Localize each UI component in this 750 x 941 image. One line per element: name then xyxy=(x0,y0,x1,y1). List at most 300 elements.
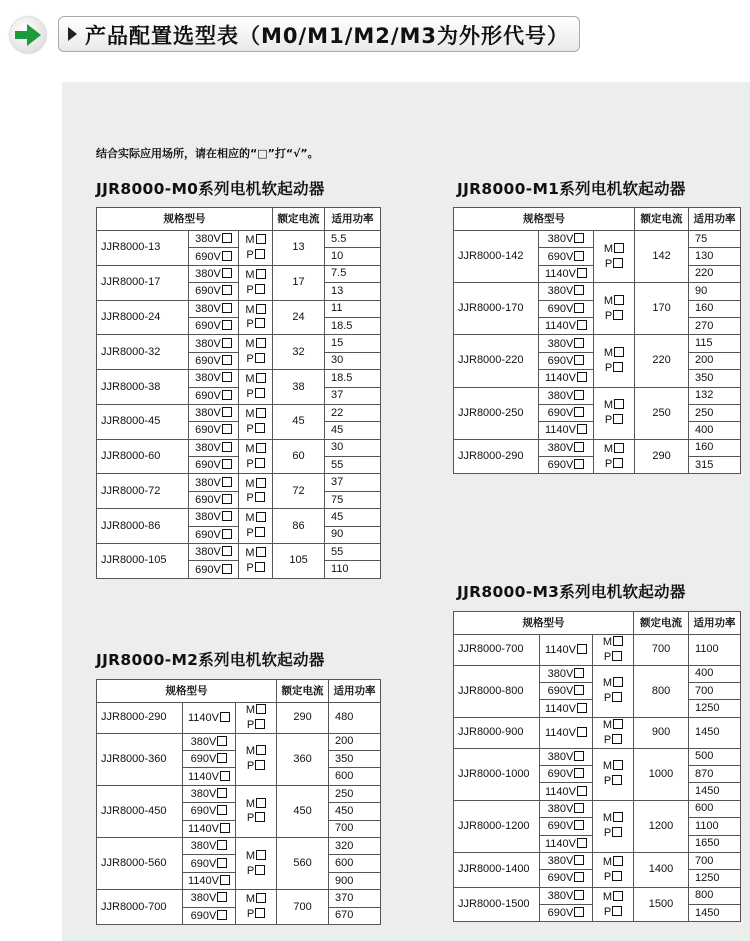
current-cell: 560 xyxy=(277,838,329,890)
checkbox-voltage[interactable] xyxy=(222,285,232,295)
header-power: 适用功率 xyxy=(325,208,381,231)
voltage-label: 1140V xyxy=(188,875,219,887)
mount-m-label: M xyxy=(245,745,256,758)
voltage-cell xyxy=(539,248,594,265)
voltage-label: 380V xyxy=(547,337,574,350)
voltage-label: 1140V xyxy=(188,770,219,783)
model-cell: JJR8000-17 xyxy=(97,265,189,300)
power-cell: 1250 xyxy=(689,700,741,717)
checkbox-voltage[interactable] xyxy=(574,303,584,313)
checkbox-m[interactable] xyxy=(613,636,623,646)
checkbox-p[interactable] xyxy=(612,871,622,881)
model-cell: JJR8000-1500 xyxy=(454,887,540,922)
model-cell: JJR8000-45 xyxy=(97,404,189,439)
checkbox-p[interactable] xyxy=(255,284,265,294)
checkbox-m[interactable] xyxy=(256,338,266,348)
mount-cell xyxy=(593,635,634,666)
checkbox-voltage[interactable] xyxy=(220,712,230,722)
checkbox-voltage[interactable] xyxy=(222,564,232,574)
mount-p-label: P xyxy=(603,650,612,663)
checkbox-p[interactable] xyxy=(612,734,622,744)
checkbox-m[interactable] xyxy=(256,269,266,279)
checkbox-p[interactable] xyxy=(255,388,265,398)
checkbox-p[interactable] xyxy=(613,414,623,424)
checkbox-voltage[interactable] xyxy=(574,668,584,678)
voltage-label: 1140V xyxy=(545,643,576,656)
voltage-label: 380V xyxy=(547,855,574,868)
checkbox-voltage[interactable] xyxy=(574,890,584,900)
checkbox-voltage[interactable] xyxy=(574,251,584,261)
checkbox-p[interactable] xyxy=(255,527,265,537)
checkbox-voltage[interactable] xyxy=(220,875,230,885)
mount-cell xyxy=(239,265,273,300)
mount-m-label: M xyxy=(245,547,255,560)
mount-p-label: P xyxy=(246,864,255,877)
power-cell: 315 xyxy=(689,457,741,474)
voltage-cell xyxy=(189,300,239,317)
checkbox-voltage[interactable] xyxy=(574,285,584,295)
header-power: 适用功率 xyxy=(689,208,741,231)
checkbox-m[interactable] xyxy=(613,719,623,729)
table-row xyxy=(97,335,381,352)
table-row xyxy=(97,733,381,750)
current-cell: 450 xyxy=(277,785,329,837)
checkbox-voltage[interactable] xyxy=(222,511,232,521)
checkbox-p[interactable] xyxy=(612,775,622,785)
voltage-label: 690V xyxy=(547,459,574,472)
table-row xyxy=(454,231,741,248)
checkbox-voltage[interactable] xyxy=(574,390,584,400)
checkbox-voltage[interactable] xyxy=(222,320,232,330)
mount-cell xyxy=(236,703,277,734)
header-spec: 规格型号 xyxy=(454,208,635,231)
page-title: 产品配置选型表（M0/M1/M2/M3为外形代号） xyxy=(85,24,570,48)
checkbox-voltage[interactable] xyxy=(222,477,232,487)
checkbox-m[interactable] xyxy=(613,812,623,822)
mount-p-label: P xyxy=(246,718,255,731)
voltage-cell xyxy=(183,907,236,924)
power-cell: 75 xyxy=(325,491,381,508)
current-cell: 24 xyxy=(273,300,325,335)
power-cell: 11 xyxy=(325,300,381,317)
model-cell: JJR8000-142 xyxy=(454,231,539,283)
voltage-label: 380V xyxy=(190,735,217,748)
mount-cell xyxy=(239,474,273,509)
checkbox-voltage[interactable] xyxy=(577,727,587,737)
current-cell: 45 xyxy=(273,404,325,439)
checkbox-p[interactable] xyxy=(255,249,265,259)
power-cell: 600 xyxy=(329,768,381,785)
checkbox-voltage[interactable] xyxy=(217,892,227,902)
mount-p-label: P xyxy=(246,561,254,574)
power-cell: 1100 xyxy=(689,635,741,666)
voltage-cell xyxy=(540,905,593,922)
checkbox-voltage[interactable] xyxy=(217,805,227,815)
mount-m-label: M xyxy=(245,704,256,716)
header-current: 额定电流 xyxy=(273,208,325,231)
checkbox-voltage[interactable] xyxy=(220,823,230,833)
checkbox-p[interactable] xyxy=(255,865,265,875)
header-spec: 规格型号 xyxy=(97,680,277,703)
checkbox-m[interactable] xyxy=(614,243,624,253)
checkbox-voltage[interactable] xyxy=(574,685,584,695)
checkbox-m[interactable] xyxy=(614,295,624,305)
checkbox-p[interactable] xyxy=(613,310,623,320)
mount-p-label: P xyxy=(246,527,254,540)
checkbox-m[interactable] xyxy=(256,745,266,755)
current-cell: 17 xyxy=(273,265,325,300)
voltage-label: 380V xyxy=(547,389,574,402)
checkbox-voltage[interactable] xyxy=(220,771,230,781)
checkbox-m[interactable] xyxy=(613,760,623,770)
checkbox-voltage[interactable] xyxy=(222,442,232,452)
voltage-cell xyxy=(189,317,239,334)
checkbox-voltage[interactable] xyxy=(577,786,587,796)
checkbox-voltage[interactable] xyxy=(574,442,584,452)
voltage-label: 380V xyxy=(195,441,221,454)
checkbox-voltage[interactable] xyxy=(574,907,584,917)
voltage-label: 690V xyxy=(547,302,574,315)
voltage-cell xyxy=(539,439,594,456)
voltage-label: 1140V xyxy=(545,320,576,333)
voltage-label: 690V xyxy=(195,389,221,402)
checkbox-voltage[interactable] xyxy=(577,268,587,278)
current-cell: 1400 xyxy=(634,852,689,887)
checkbox-m[interactable] xyxy=(256,893,266,903)
current-cell: 700 xyxy=(277,890,329,925)
mount-m-label: M xyxy=(245,893,256,906)
mount-m-label: M xyxy=(603,294,614,307)
voltage-label: 380V xyxy=(190,892,217,905)
voltage-cell xyxy=(189,370,239,387)
mount-m-label: M xyxy=(245,268,255,281)
checkbox-m[interactable] xyxy=(256,234,266,244)
mount-p-label: P xyxy=(246,388,254,401)
power-cell: 45 xyxy=(325,422,381,439)
checkbox-p[interactable] xyxy=(255,353,265,363)
mount-m-label: M xyxy=(602,718,613,731)
table-row xyxy=(454,665,741,682)
voltage-cell xyxy=(189,474,239,491)
checkbox-voltage[interactable] xyxy=(574,338,584,348)
table-row xyxy=(454,800,741,817)
mount-cell xyxy=(236,890,277,925)
power-cell: 75 xyxy=(689,231,741,248)
checkbox-p[interactable] xyxy=(612,906,622,916)
checkbox-voltage[interactable] xyxy=(217,858,227,868)
m0-table xyxy=(96,207,381,579)
voltage-label: 380V xyxy=(195,407,221,420)
mount-cell xyxy=(593,717,634,748)
voltage-label: 380V xyxy=(195,476,221,489)
voltage-label: 1140V xyxy=(545,424,576,437)
voltage-cell xyxy=(189,352,239,369)
checkbox-voltage[interactable] xyxy=(577,838,587,848)
table-row xyxy=(97,544,381,561)
voltage-label: 690V xyxy=(547,685,574,698)
model-cell: JJR8000-32 xyxy=(97,335,189,370)
power-cell: 350 xyxy=(329,751,381,768)
power-cell: 13 xyxy=(325,283,381,300)
mount-m-label: M xyxy=(602,890,613,903)
current-cell: 220 xyxy=(635,335,689,387)
voltage-cell xyxy=(539,317,594,334)
voltage-label: 380V xyxy=(547,667,574,680)
voltage-cell xyxy=(540,683,593,700)
checkbox-m[interactable] xyxy=(613,856,623,866)
checkbox-voltage[interactable] xyxy=(577,644,587,654)
mount-p-label: P xyxy=(603,775,612,788)
checkbox-voltage[interactable] xyxy=(577,424,587,434)
m0-title: JJR8000-M0系列电机软起动器 xyxy=(96,180,325,198)
model-cell: JJR8000-86 xyxy=(97,509,189,544)
mount-cell xyxy=(593,800,634,852)
voltage-cell xyxy=(540,852,593,869)
checkbox-p[interactable] xyxy=(613,362,623,372)
mount-p-label: P xyxy=(604,309,613,322)
model-cell: JJR8000-450 xyxy=(97,785,183,837)
checkbox-voltage[interactable] xyxy=(222,251,232,261)
checkbox-voltage[interactable] xyxy=(574,855,584,865)
mount-cell xyxy=(239,231,273,266)
checkbox-voltage[interactable] xyxy=(217,840,227,850)
mount-cell xyxy=(239,509,273,544)
current-cell: 142 xyxy=(635,231,689,283)
model-cell: JJR8000-13 xyxy=(97,231,189,266)
table-row xyxy=(454,748,741,765)
mount-p-label: P xyxy=(604,414,613,427)
voltage-cell xyxy=(189,283,239,300)
checkbox-p[interactable] xyxy=(612,692,622,702)
voltage-cell xyxy=(189,491,239,508)
voltage-cell xyxy=(189,248,239,265)
checkbox-voltage[interactable] xyxy=(574,768,584,778)
voltage-label: 690V xyxy=(547,768,574,781)
power-cell: 700 xyxy=(689,852,741,869)
checkbox-voltage[interactable] xyxy=(574,751,584,761)
voltage-cell xyxy=(540,717,593,748)
checkbox-p[interactable] xyxy=(255,812,265,822)
voltage-cell xyxy=(540,765,593,782)
checkbox-p[interactable] xyxy=(255,492,265,502)
checkbox-m[interactable] xyxy=(256,512,266,522)
mount-p-label: P xyxy=(603,827,612,840)
power-cell: 160 xyxy=(689,300,741,317)
checkbox-p[interactable] xyxy=(255,423,265,433)
power-cell: 1100 xyxy=(689,818,741,835)
checkbox-m[interactable] xyxy=(613,677,623,687)
checkbox-p[interactable] xyxy=(255,562,265,572)
checkbox-p[interactable] xyxy=(255,458,265,468)
mount-cell xyxy=(239,300,273,335)
checkbox-voltage[interactable] xyxy=(217,736,227,746)
voltage-label: 380V xyxy=(547,889,574,902)
model-cell: JJR8000-290 xyxy=(97,703,183,734)
current-cell: 13 xyxy=(273,231,325,266)
checkbox-m[interactable] xyxy=(256,547,266,557)
power-cell: 870 xyxy=(689,765,741,782)
voltage-cell xyxy=(189,561,239,578)
checkbox-p[interactable] xyxy=(255,908,265,918)
checkbox-voltage[interactable] xyxy=(577,703,587,713)
checkbox-m[interactable] xyxy=(256,304,266,314)
voltage-label: 380V xyxy=(547,802,574,815)
voltage-label: 380V xyxy=(547,285,574,298)
voltage-cell xyxy=(539,404,594,421)
checkbox-voltage[interactable] xyxy=(222,268,232,278)
checkbox-voltage[interactable] xyxy=(217,910,227,920)
checkbox-p[interactable] xyxy=(255,719,265,729)
checkbox-voltage[interactable] xyxy=(222,546,232,556)
voltage-label: 380V xyxy=(195,267,221,280)
checkbox-voltage[interactable] xyxy=(217,753,227,763)
checkbox-m[interactable] xyxy=(614,443,624,453)
table-row xyxy=(97,838,381,855)
checkbox-voltage[interactable] xyxy=(574,459,584,469)
mount-cell xyxy=(594,231,635,283)
checkbox-m[interactable] xyxy=(614,347,624,357)
power-cell: 350 xyxy=(689,370,741,387)
voltage-label: 690V xyxy=(190,805,217,818)
checkbox-m[interactable] xyxy=(613,891,623,901)
voltage-label: 690V xyxy=(547,407,574,420)
checkbox-p[interactable] xyxy=(255,318,265,328)
voltage-label: 690V xyxy=(547,250,574,263)
mount-cell xyxy=(236,785,277,837)
voltage-cell xyxy=(189,439,239,456)
table-row xyxy=(97,265,381,282)
checkbox-voltage[interactable] xyxy=(222,372,232,382)
checkbox-voltage[interactable] xyxy=(574,233,584,243)
mount-cell xyxy=(594,335,635,387)
model-cell: JJR8000-700 xyxy=(454,635,540,666)
voltage-cell xyxy=(183,855,236,872)
checkbox-voltage[interactable] xyxy=(222,338,232,348)
voltage-cell xyxy=(183,785,236,802)
checkbox-voltage[interactable] xyxy=(574,407,584,417)
power-cell: 15 xyxy=(325,335,381,352)
voltage-label: 690V xyxy=(195,424,221,437)
mount-m-label: M xyxy=(245,442,255,455)
checkbox-m[interactable] xyxy=(256,704,266,714)
checkbox-m[interactable] xyxy=(256,850,266,860)
checkbox-m[interactable] xyxy=(256,373,266,383)
checkbox-p[interactable] xyxy=(255,760,265,770)
mount-cell xyxy=(239,370,273,405)
voltage-cell xyxy=(540,835,593,852)
mount-m-label: M xyxy=(603,442,614,455)
voltage-label: 1140V xyxy=(545,702,576,715)
power-cell: 90 xyxy=(689,283,741,300)
checkbox-voltage[interactable] xyxy=(222,303,232,313)
voltage-label: 690V xyxy=(547,354,574,367)
checkbox-voltage[interactable] xyxy=(217,788,227,798)
power-cell: 18.5 xyxy=(325,370,381,387)
table-row xyxy=(97,439,381,456)
power-cell: 30 xyxy=(325,439,381,456)
voltage-label: 1140V xyxy=(188,822,219,835)
table-row xyxy=(454,439,741,456)
mount-m-label: M xyxy=(245,797,256,810)
model-cell: JJR8000-24 xyxy=(97,300,189,335)
current-cell: 38 xyxy=(273,370,325,405)
checkbox-m[interactable] xyxy=(256,478,266,488)
mount-cell xyxy=(239,404,273,439)
checkbox-voltage[interactable] xyxy=(222,494,232,504)
arrow-right-icon xyxy=(10,17,46,53)
mount-p-label: P xyxy=(246,283,254,296)
current-cell: 1000 xyxy=(634,748,689,800)
power-cell: 5.5 xyxy=(325,231,381,248)
model-cell: JJR8000-560 xyxy=(97,838,183,890)
checkbox-m[interactable] xyxy=(256,798,266,808)
power-cell: 55 xyxy=(325,457,381,474)
voltage-label: 380V xyxy=(547,441,574,454)
model-cell: JJR8000-60 xyxy=(97,439,189,474)
table-row xyxy=(97,370,381,387)
checkbox-p[interactable] xyxy=(613,458,623,468)
checkbox-voltage[interactable] xyxy=(222,390,232,400)
voltage-cell xyxy=(539,457,594,474)
checkbox-voltage[interactable] xyxy=(222,233,232,243)
power-cell: 250 xyxy=(689,404,741,421)
voltage-cell xyxy=(540,887,593,904)
checkbox-p[interactable] xyxy=(612,651,622,661)
voltage-label: 690V xyxy=(190,753,217,766)
checkbox-voltage[interactable] xyxy=(222,424,232,434)
checkbox-voltage[interactable] xyxy=(222,529,232,539)
checkbox-m[interactable] xyxy=(256,443,266,453)
checkbox-m[interactable] xyxy=(256,408,266,418)
checkbox-p[interactable] xyxy=(613,258,623,268)
mount-m-label: M xyxy=(245,373,255,386)
checkbox-m[interactable] xyxy=(614,399,624,409)
checkbox-voltage[interactable] xyxy=(577,372,587,382)
power-cell: 37 xyxy=(325,474,381,491)
checkbox-p[interactable] xyxy=(612,827,622,837)
voltage-label: 380V xyxy=(195,546,221,559)
checkbox-voltage[interactable] xyxy=(574,872,584,882)
checkbox-voltage[interactable] xyxy=(222,355,232,365)
mount-p-label: P xyxy=(603,870,612,883)
checkbox-voltage[interactable] xyxy=(222,459,232,469)
voltage-cell xyxy=(539,370,594,387)
mount-cell xyxy=(236,733,277,785)
model-cell: JJR8000-72 xyxy=(97,474,189,509)
voltage-cell xyxy=(540,700,593,717)
checkbox-voltage[interactable] xyxy=(222,407,232,417)
checkbox-voltage[interactable] xyxy=(577,320,587,330)
current-cell: 700 xyxy=(634,635,689,666)
mount-p-label: P xyxy=(246,318,254,331)
checkbox-voltage[interactable] xyxy=(574,803,584,813)
voltage-cell xyxy=(539,231,594,248)
table-row xyxy=(97,890,381,907)
model-cell: JJR8000-1400 xyxy=(454,852,540,887)
header-spec: 规格型号 xyxy=(97,208,273,231)
voltage-label: 690V xyxy=(547,820,574,833)
voltage-cell xyxy=(183,803,236,820)
mount-cell xyxy=(594,439,635,474)
voltage-cell xyxy=(189,509,239,526)
checkbox-voltage[interactable] xyxy=(574,355,584,365)
power-cell: 200 xyxy=(689,352,741,369)
table-row xyxy=(97,509,381,526)
page-header xyxy=(0,0,750,64)
checkbox-voltage[interactable] xyxy=(574,820,584,830)
mount-p-label: P xyxy=(246,457,254,470)
mount-p-label: P xyxy=(246,760,255,773)
